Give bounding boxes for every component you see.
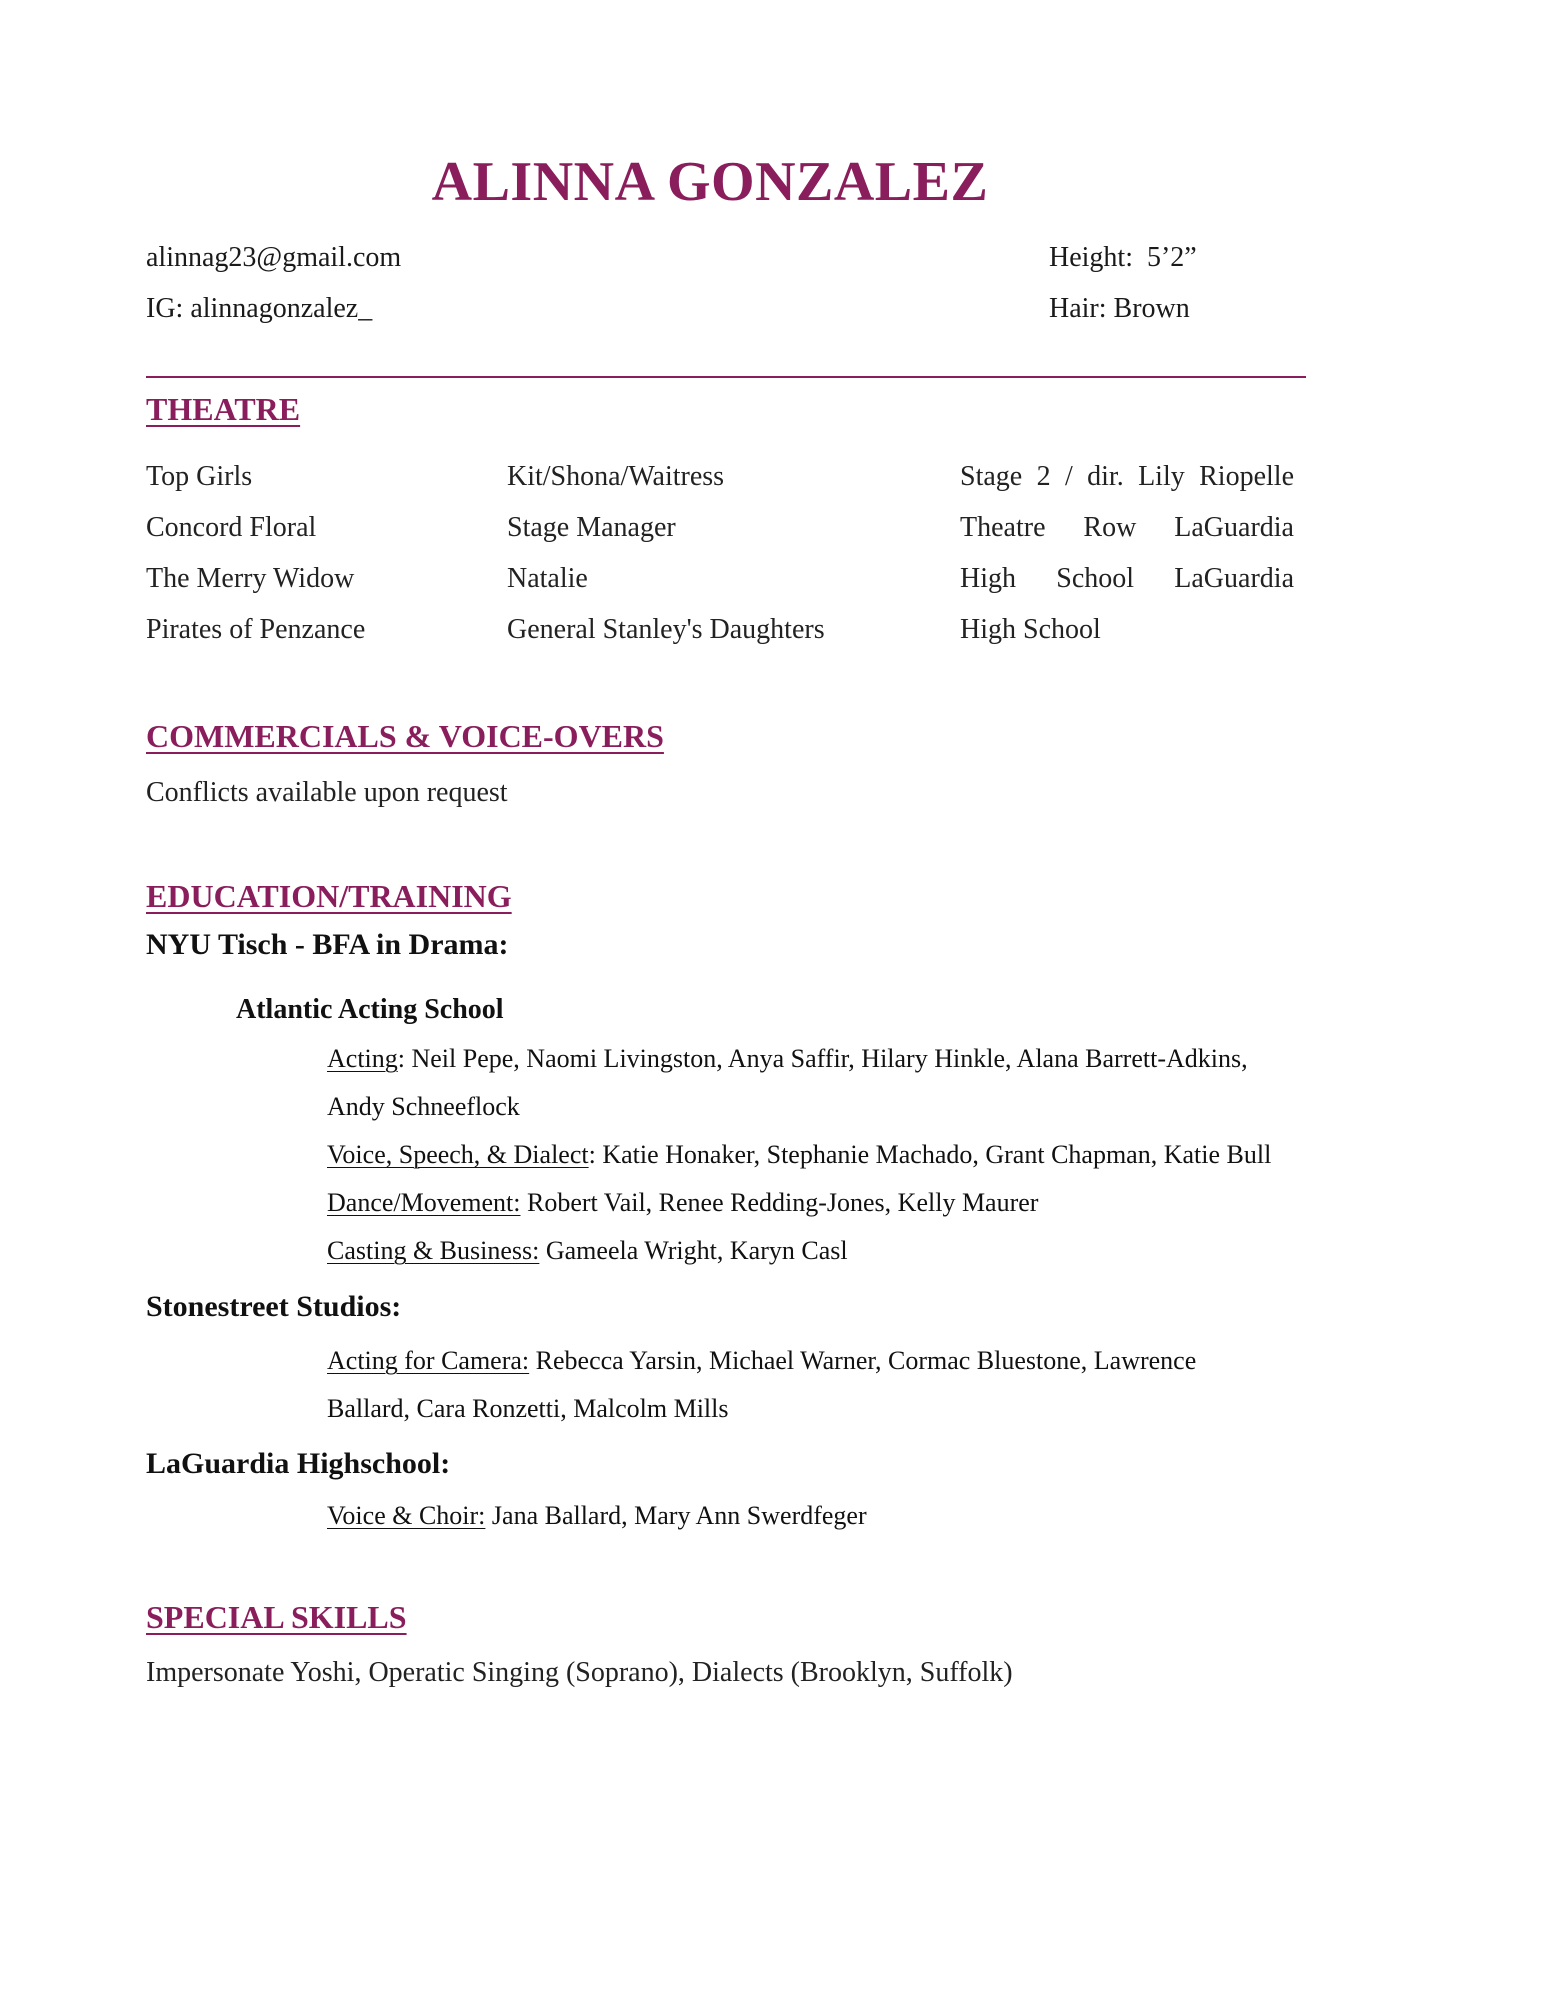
role-name: General Stanley's Daughters bbox=[507, 614, 825, 645]
theatre-heading: THEATRE bbox=[146, 391, 301, 427]
dance-label: Dance/Movement: bbox=[327, 1188, 521, 1217]
casting-training bbox=[327, 1235, 848, 1267]
hair-text: Hair: Brown bbox=[1049, 293, 1190, 324]
role-name: Stage Manager bbox=[507, 512, 676, 543]
voice-training bbox=[327, 1139, 1271, 1171]
acting-instructors-continued: Andy Schneeflock bbox=[327, 1092, 520, 1121]
skills-text: Impersonate Yoshi, Operatic Singing (Soprano), Dialects (Brooklyn, Suffolk) bbox=[146, 1657, 1013, 1688]
show-title: Pirates of Penzance bbox=[146, 614, 366, 645]
acting-instructors: : Neil Pepe, Naomi Livingston, Anya Saffir, Hilary Hinkle, Alana Barrett-Adkins, bbox=[397, 1044, 1248, 1073]
role-name: Natalie bbox=[507, 563, 588, 594]
voice-instructors: : Katie Honaker, Stephanie Machado, Grant Chapman, Katie Bull bbox=[588, 1140, 1272, 1169]
choir-instructors: Jana Ballard, Mary Ann Swerdfeger bbox=[485, 1501, 867, 1530]
choir-training bbox=[327, 1500, 867, 1532]
education-heading: EDUCATION/TRAINING bbox=[146, 878, 512, 914]
acting-training bbox=[327, 1043, 1248, 1075]
casting-instructors: Gameela Wright, Karyn Casl bbox=[539, 1236, 848, 1265]
atlantic-acting-school: Atlantic Acting School bbox=[236, 994, 504, 1025]
theatre-row bbox=[0, 613, 1545, 653]
camera-label: Acting for Camera: bbox=[327, 1346, 530, 1375]
laguardia-title: LaGuardia Highschool: bbox=[146, 1447, 451, 1480]
acting-label: Acting bbox=[327, 1044, 398, 1073]
dance-training bbox=[327, 1187, 1038, 1219]
commercials-text: Conflicts available upon request bbox=[146, 777, 508, 808]
choir-label: Voice & Choir: bbox=[327, 1501, 486, 1530]
show-title: Concord Floral bbox=[146, 512, 317, 543]
dance-instructors: Robert Vail, Renee Redding-Jones, Kelly Maurer bbox=[520, 1188, 1039, 1217]
venue-text: Stage 2 / dir. Lily Riopelle bbox=[960, 461, 1294, 492]
theatre-row bbox=[0, 511, 1545, 551]
email-text: alinnag23@gmail.com bbox=[146, 242, 402, 273]
venue-text: High School bbox=[960, 614, 1101, 645]
stonestreet-title: Stonestreet Studios: bbox=[146, 1290, 402, 1323]
theatre-row bbox=[0, 562, 1545, 602]
header-divider bbox=[146, 376, 1306, 378]
theatre-row bbox=[0, 460, 1545, 500]
instagram-handle: IG: alinnagonzalez_ bbox=[146, 293, 373, 324]
height-text: Height: 5’2” bbox=[1049, 242, 1197, 273]
commercials-heading: COMMERCIALS & VOICE-OVERS bbox=[146, 718, 664, 754]
role-name: Kit/Shona/Waitress bbox=[507, 461, 725, 492]
voice-label: Voice, Speech, & Dialect bbox=[327, 1140, 589, 1169]
camera-instructors: Rebecca Yarsin, Michael Warner, Cormac Bluestone, Lawrence bbox=[529, 1346, 1197, 1375]
show-title: Top Girls bbox=[146, 461, 253, 492]
show-title: The Merry Widow bbox=[146, 563, 355, 594]
acting-training-continued bbox=[327, 1091, 520, 1123]
nyu-tisch-title: NYU Tisch - BFA in Drama: bbox=[146, 928, 509, 961]
venue-text: Theatre Row LaGuardia bbox=[960, 512, 1294, 543]
camera-instructors-continued: Ballard, Cara Ronzetti, Malcolm Mills bbox=[327, 1394, 729, 1423]
casting-label: Casting & Business: bbox=[327, 1236, 540, 1265]
performer-name: ALINNA GONZALEZ bbox=[431, 151, 989, 213]
camera-training bbox=[327, 1345, 1196, 1377]
venue-text: High School LaGuardia bbox=[960, 563, 1294, 594]
camera-training-continued bbox=[327, 1393, 728, 1425]
skills-heading: SPECIAL SKILLS bbox=[146, 1599, 407, 1635]
